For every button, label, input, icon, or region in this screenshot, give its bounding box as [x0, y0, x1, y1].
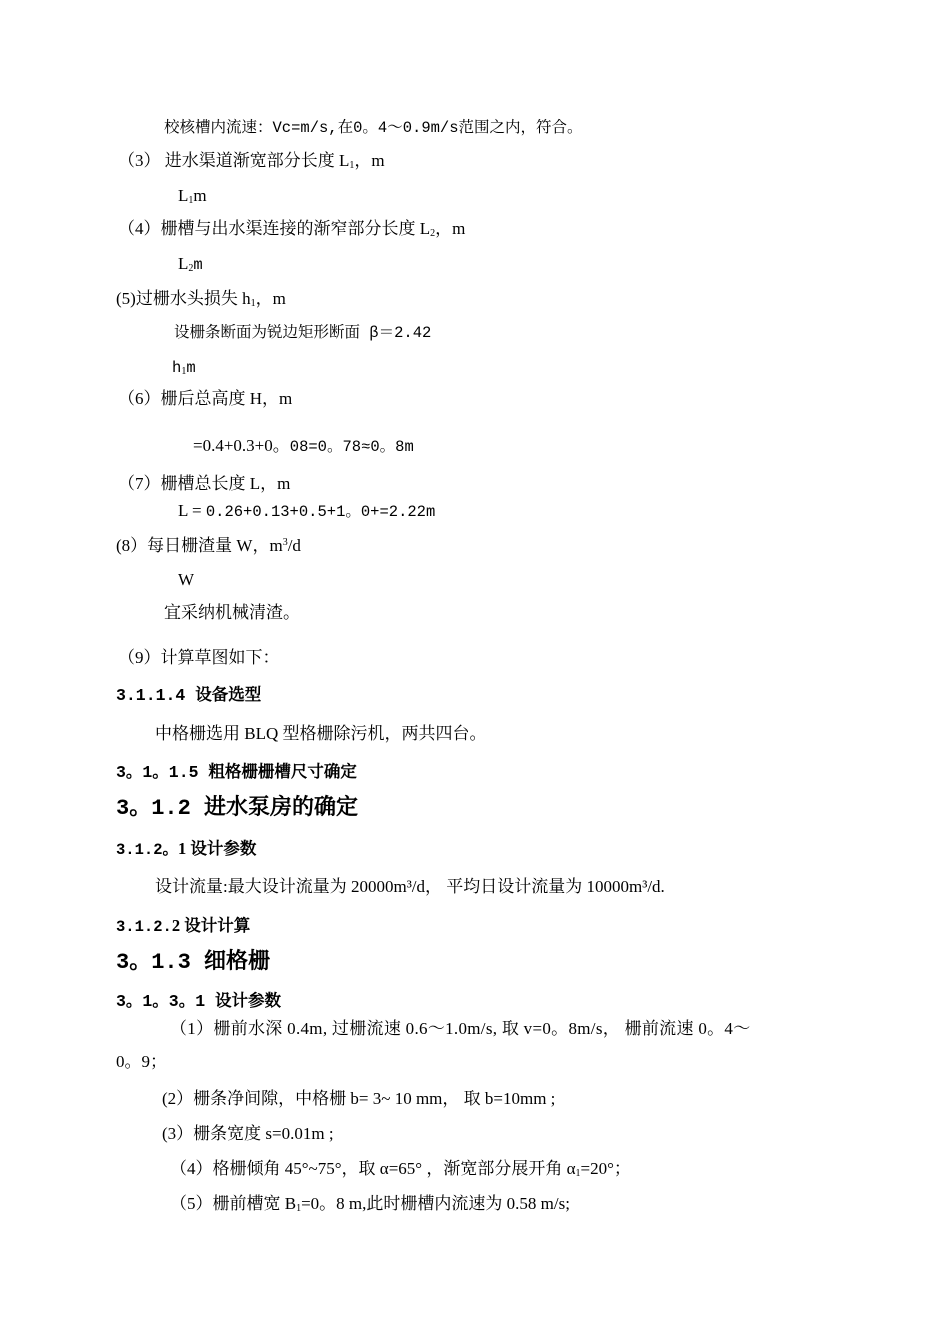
param-4-text: （4）格栅倾角 45°~75°，取 α=65° ，渐宽部分展开角 α [170, 1159, 576, 1178]
h1-symbol: h [172, 359, 182, 377]
item-8-unit: /d [287, 536, 301, 555]
design-flow-max: 设计流量:最大设计流量为 20000m³/d， [155, 877, 443, 896]
item-9-heading: （9）计算草图如下： [118, 648, 280, 667]
item-8-text: (8）每日栅渣量 W，m [116, 536, 283, 555]
h1-sub: 1 [181, 366, 187, 377]
item-3-unit: ，m [354, 151, 385, 170]
h1-unit: m [186, 359, 196, 377]
item-8-sup: 3 [282, 537, 288, 548]
l2-unit: m [193, 256, 203, 274]
param-3-line: (3）栅条宽度 s=0.01m ; [162, 1124, 334, 1143]
l2-sub: 2 [188, 263, 194, 274]
l1-sub: 1 [188, 195, 194, 206]
grate-section-line: 设栅条断面为锐边矩形断面 β＝2.42 [174, 324, 432, 342]
l2-symbol: L [178, 254, 189, 273]
item-4-heading [118, 218, 465, 240]
param-2-line: (2）栅条净间隙，中格栅 b= 3~ 10 mm， 取 b=10mm ; [162, 1089, 556, 1108]
section-3-1-2-title: 3。1.2 进水泵房的确定 [116, 796, 359, 821]
l-formula-b: 0.26+0.13+0.5+1。0+=2.22m [205, 503, 436, 521]
param-1-line: （1）栅前水深 0.4m, 过栅流速 0.6～1.0m/s, 取 v=0。8m/s， 栅前流速 0。4～ [170, 1019, 751, 1038]
h1-formula [172, 356, 196, 379]
velocity-check-line: 校核槽内流速：Vc=m/s,在0。4～0.9m/s范围之内，符合。 [164, 119, 583, 137]
l1-unit: m [193, 186, 207, 205]
item-3-sub: 1 [349, 160, 355, 171]
item-3-text: （3） 进水渠道渐宽部分长度 L [118, 151, 350, 170]
section-3-1-2-2-title [116, 915, 250, 938]
item-5-heading [116, 288, 286, 310]
l-formula-a: L = [178, 501, 206, 520]
l-formula [178, 500, 435, 523]
section-3-1-2-1-number: 3.1.2。 [116, 841, 179, 859]
l1-symbol: L [178, 186, 189, 205]
section-3-1-2-1-label: 1 设计参数 [178, 839, 257, 858]
h-formula-a: =0.4+0.3+0。 [193, 436, 290, 455]
param-4-line [170, 1158, 631, 1180]
section-3-1-1-5-title: 3。1。1.5 粗格栅栅槽尺寸确定 [116, 763, 357, 782]
item-4-text: （4）栅槽与出水渠连接的渐窄部分长度 L [118, 219, 431, 238]
l1-formula [178, 185, 207, 207]
item-8-heading [116, 535, 301, 557]
h-formula-b: 08=0。78≈0。8m [289, 438, 414, 456]
section-3-1-3-title: 3。1.3 细格栅 [116, 950, 271, 975]
param-5-line [170, 1193, 570, 1215]
param-4-sub: 1 [575, 1168, 581, 1179]
param-5-sub: 1 [296, 1203, 302, 1214]
item-3-heading [118, 150, 385, 172]
param-1-continuation: 0。9； [116, 1052, 167, 1071]
section-3-1-2-1-title [116, 838, 256, 861]
design-flow-avg: 平均日设计流量为 10000m³/d. [446, 877, 665, 896]
section-3-1-2-2-number: 3.1.2. [116, 918, 172, 936]
item-4-unit: ，m [435, 219, 466, 238]
section-3-1-2-2-label: 2 设计计算 [171, 916, 251, 935]
item-6-heading: （6）栅后总高度 H，m [118, 389, 293, 408]
param-5-tail: =0。8 m,此时栅槽内流速为 0.58 m/s; [301, 1194, 570, 1213]
item-4-sub: 2 [430, 228, 436, 239]
mechanical-cleaning-line: 宜采纳机械清渣。 [164, 603, 300, 622]
item-5-unit: ，m [255, 289, 286, 308]
item-7-heading: （7）栅槽总长度 L，m [118, 474, 291, 493]
w-formula: W [178, 570, 195, 589]
section-3-1-3-1-title: 3。1。3。1 设计参数 [116, 992, 282, 1011]
equipment-paragraph: 中格栅选用 BLQ 型格栅除污机，两共四台。 [155, 724, 487, 743]
h-formula [193, 435, 414, 458]
param-5-text: （5）栅前槽宽 B [170, 1194, 297, 1213]
design-flow-paragraph [155, 876, 665, 898]
section-3-1-1-4-title: 3.1.1.4 设备选型 [116, 686, 262, 705]
item-5-sub: 1 [250, 298, 256, 309]
item-5-text: (5)过栅水头损失 h [116, 289, 251, 308]
param-4-tail: =20°； [580, 1159, 631, 1178]
l2-formula [178, 253, 203, 276]
